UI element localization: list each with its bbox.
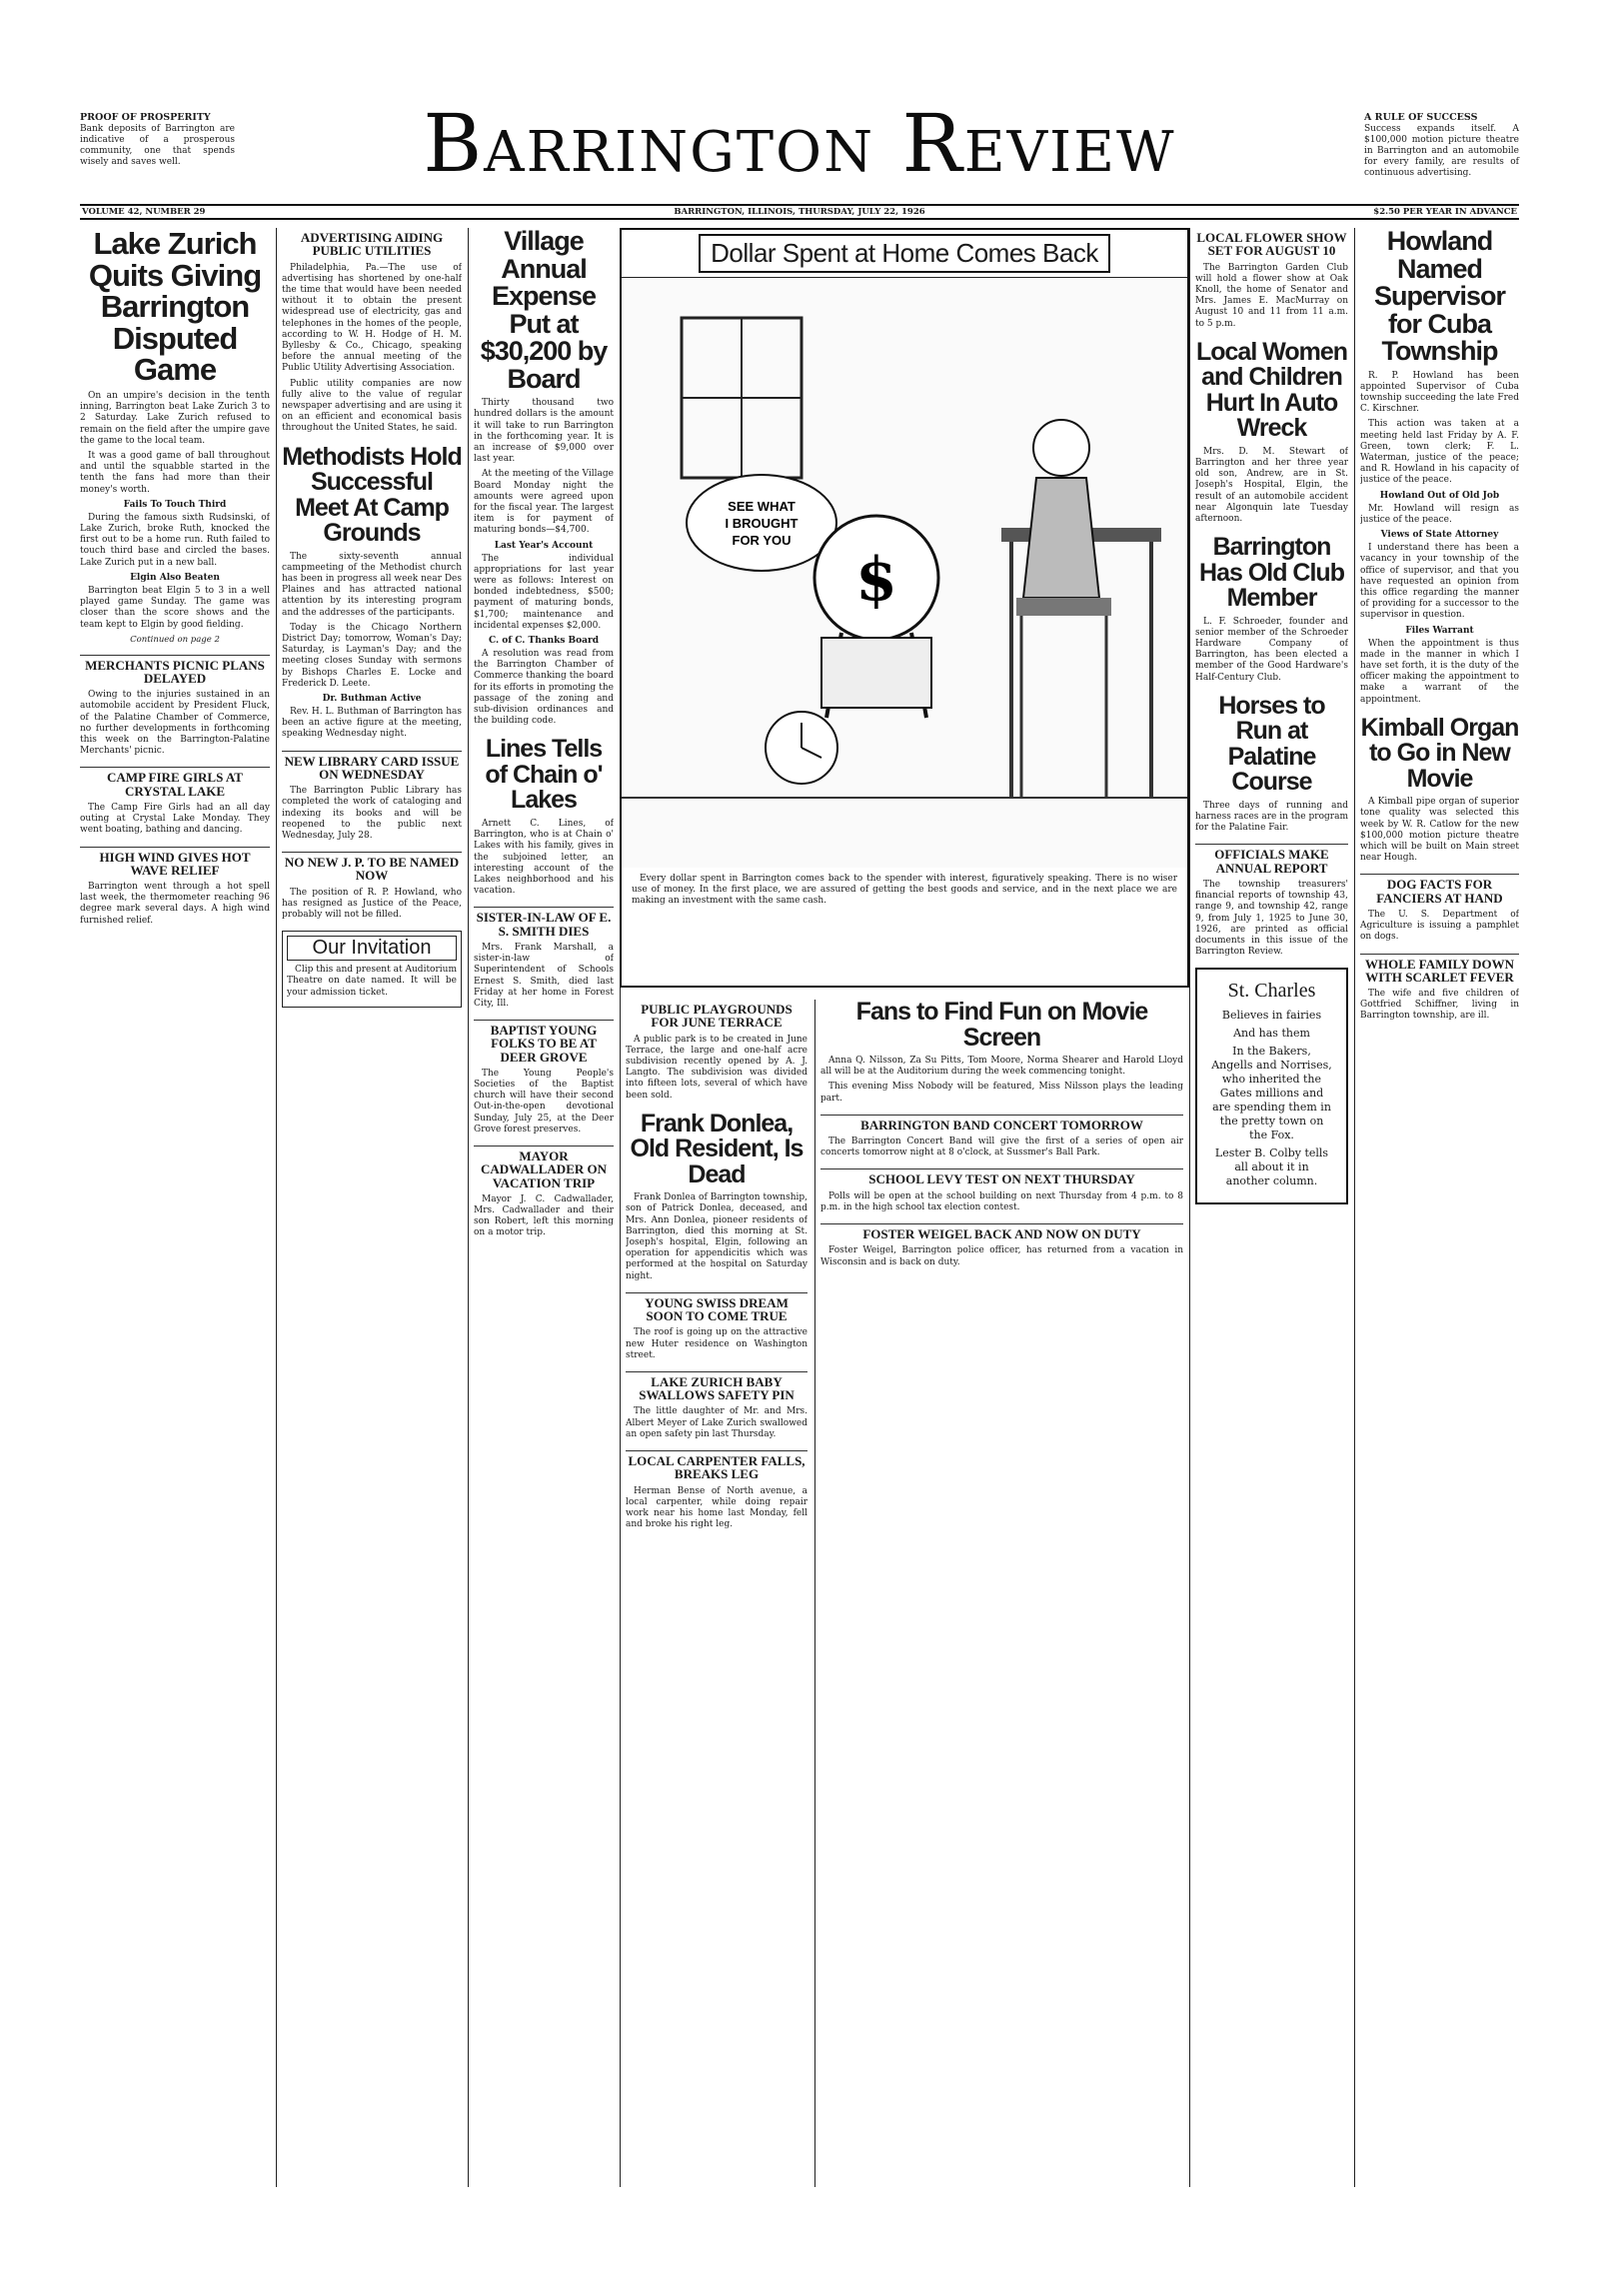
column-7 — [1360, 228, 1519, 2187]
story-paragraph: The sixty-seventh annual campmeeting of the Methodist church has been in progress all week near Des Plaines and has attracted national attention by its interesting program and the addresses of the participants. — [282, 551, 462, 618]
story-paragraph: At the meeting of the Village Board Monday night the amounts were agreed upon for the fiscal year. The largest item is for payment of maturing bonds—$4,700. — [474, 469, 614, 536]
masthead — [80, 97, 1519, 195]
story-paragraph: On an umpire's decision in the tenth inning, Barrington beat Lake Zurich 3 to 2 Saturday. Lake Zurich refused to remain on the field after the umpire gave the game to the local team. — [80, 391, 270, 446]
story-paragraph: A resolution was read from the Barrington Chamber of Commerce thanking the board for its efforts in promoting the passage of the zoning and sub-division ordinances and the building code. — [474, 649, 614, 727]
column-rule — [1354, 228, 1355, 2187]
story-paragraph: The township treasurers' financial reports of township 43, range 9, and township 42, range 9, from July 1, 1925 to June 30, 1926, are printed as official documents in this issue of the Barrington Review. — [1195, 879, 1348, 958]
subscription-price: $2.50 PER YEAR IN ADVANCE — [1373, 207, 1517, 217]
story-paragraph: L. F. Schroeder, founder and senior member of the Schroeder Hardware Company of Barrington, has been elected a member of the Good Hardware's Half-Century Club. — [1195, 616, 1348, 683]
story-paragraph: Barrington beat Elgin 5 to 3 in a well played game Sunday. The game was closer than the score shows and the team kept to Elgin by good fielding. — [80, 585, 270, 630]
st-charles-box — [1195, 968, 1348, 1204]
story-paragraph: The little daughter of Mr. and Mrs. Albert Meyer of Lake Zurich swallowed an open safety pin last Thursday. — [626, 1406, 807, 1439]
story-library — [282, 751, 462, 843]
headline-auto-wreck: Local Women and Children Hurt In Auto Wreck — [1195, 337, 1348, 443]
subhead: Last Year's Account — [494, 540, 594, 551]
cartoon-caption — [622, 868, 1187, 918]
story-paragraph: Barrington went through a hot spell last week, the thermometer reaching 96 degree mark several days. A high wind furnished relief. — [80, 882, 270, 926]
story-paragraph: The wife and five children of Gottfried Schiffner, living in Barrington township, are ill. — [1360, 989, 1519, 1022]
story-baptist — [474, 1020, 614, 1136]
ear-right-text: Success expands itself. A $100,000 motion picture theatre in Barrington and an automobile for every family, are results of continuous advertising. — [1364, 124, 1519, 178]
story-merchants-picnic — [80, 655, 270, 758]
st-charles-line: Believes in fairies — [1221, 1009, 1322, 1023]
headline-dog-facts: DOG FACTS FOR FANCIERS AT HAND — [1360, 874, 1519, 905]
headline-lake-zurich: Lake Zurich Quits Giving Barrington Disputed Game — [88, 228, 262, 388]
story-flower-show — [1195, 228, 1348, 330]
story-paragraph: Philadelphia, Pa.—The use of advertising has shortened by one-half the time that would have been needed without it to obtain the present widespread use of electricity, gas and telephones in the homes of the people, according to W. H. Hodge of H. M. Byllesby & Co., Chicago, speaking before the annual meeting of the Public Utility Advertising Association. — [282, 262, 462, 374]
volume-number: VOLUME 42, NUMBER 29 — [82, 207, 206, 217]
st-charles-line: And has them — [1233, 1027, 1310, 1041]
man-head — [1033, 420, 1089, 476]
story-paragraph: Herman Bense of North avenue, a local carpenter, while doing repair work near his home last Monday, fell and broke his right leg. — [626, 1485, 807, 1530]
column-4 — [626, 1000, 807, 2187]
headline-advertising: ADVERTISING AIDING PUBLIC UTILITIES — [300, 230, 444, 259]
st-charles-title: St. Charles — [1227, 980, 1316, 1003]
cartoon-title: Dollar Spent at Home Comes Back — [699, 234, 1110, 273]
story-horses — [1195, 691, 1348, 835]
story-paragraph: Public utility companies are now fully alive to the value of regular newspaper advertising and are using it on an efficient and economical basis throughout the United States, he said. — [282, 378, 462, 434]
subhead: Files Warrant — [1405, 625, 1474, 636]
story-paragraph: Owing to the injuries sustained in an automobile accident by President Fluck, of the Palatine Chamber of Commerce, no further developments in forthcoming this week on the Barrington-Palatine Merchants' picnic. — [80, 690, 270, 757]
story-paragraph: Today is the Chicago Northern District Day; tomorrow, Woman's Day; Saturday, is Layman's Day; and the meeting closes Sunday with sermons by Bishops Charles E. Locke and Frederick D. Leete. — [282, 622, 462, 689]
column-3 — [474, 228, 614, 2187]
chair-seat — [1016, 598, 1111, 616]
story-paragraph: Mrs. Frank Marshall, a sister-in-law of Superintendent of Schools Ernest S. Smith, died last Friday at her home in Forest City, Ill. — [474, 942, 614, 1009]
balloon-line: I BROUGHT — [725, 516, 799, 531]
date-and-place: BARRINGTON, ILLINOIS, THURSDAY, JULY 22, 1926 — [674, 207, 925, 217]
story-lake-zurich — [80, 228, 270, 645]
newspaper-page — [80, 97, 1519, 2196]
headline-methodists: Methodists Hold Successful Meet At Camp Grounds — [282, 442, 462, 548]
balloon-line: SEE WHAT — [728, 499, 796, 514]
st-charles-line: Lester B. Colby tells all about it in another column. — [1214, 1147, 1329, 1188]
headline-annual-report: OFFICIALS MAKE ANNUAL REPORT — [1195, 844, 1348, 875]
column-rule — [1189, 228, 1190, 2187]
dollar-sign: $ — [855, 545, 897, 615]
story-foster-weigel — [820, 1223, 1183, 1268]
newspaper-flag: Barrington Review — [423, 97, 1176, 190]
story-paragraph: Foster Weigel, Barrington police officer, has returned from a vacation in Wisconsin and is back on duty. — [820, 1245, 1183, 1267]
story-paragraph: A public park is to be created in June Terrace, the large and one-half acre subdivision recently opened by A. J. Langto. The subdivision was divided into fifteen lots, several of which have been sold. — [626, 1034, 807, 1101]
story-camp-fire-girls — [80, 767, 270, 836]
column-6 — [1195, 228, 1348, 2187]
subhead: Fails To Touch Third — [123, 499, 227, 510]
story-village-expense — [474, 228, 614, 727]
story-band-concert — [820, 1115, 1183, 1159]
story-paragraph: Three days of running and harness races are in the program for the Palatine Fair. — [1195, 800, 1348, 834]
story-school-levy — [820, 1168, 1183, 1213]
dateline-bar — [80, 204, 1519, 220]
story-scarlet-fever — [1360, 954, 1519, 1023]
story-paragraph: Rev. H. L. Buthman of Barrington has been an active figure at the meeting, speaking Wednesday night. — [282, 706, 462, 740]
ear-right — [1364, 112, 1519, 179]
headline-donlea: Frank Donlea, Old Resident, Is Dead — [630, 1109, 803, 1188]
story-annual-report — [1195, 844, 1348, 958]
st-charles-line: In the Bakers, Angells and Norrises, who inherited the Gates millions and are spending them in the pretty town on the Fox. — [1211, 1045, 1332, 1143]
story-paragraph: Polls will be open at the school building on next Thursday from 4 p.m. to 8 p.m. in the high school tax election contest. — [820, 1190, 1183, 1212]
gift-basket — [821, 638, 931, 708]
story-paragraph: The Camp Fire Girls had an all day outing at Crystal Lake Monday. They went boating, bathing and dancing. — [80, 802, 270, 836]
headline-kimball-organ: Kimball Organ to Go in New Movie — [1360, 713, 1519, 793]
story-playgrounds — [626, 1000, 807, 1102]
story-dog-facts — [1360, 874, 1519, 943]
story-movie-screen — [820, 1000, 1183, 1105]
headline-camp-fire-girls: CAMP FIRE GIRLS AT CRYSTAL LAKE — [80, 767, 270, 798]
subhead: Dr. Buthman Active — [322, 693, 422, 704]
subhead: C. of C. Thanks Board — [488, 636, 600, 647]
story-donlea — [626, 1109, 807, 1282]
headline-foster-weigel: FOSTER WEIGEL BACK AND NOW ON DUTY — [820, 1223, 1183, 1240]
story-paragraph: This action was taken at a meeting held last Friday by A. F. Green, town clerk; F. L. Waterman, justice of the peace; and R. Howland in his capacity of justice of the peace. — [1360, 419, 1519, 486]
story-carpenter — [626, 1450, 807, 1530]
subhead: Views of State Attorney — [1380, 530, 1499, 541]
headline-howland: Howland Named Supervisor for Cuba Township — [1373, 228, 1506, 367]
ear-right-title: A RULE OF SUCCESS — [1364, 112, 1478, 123]
story-paragraph: This evening Miss Nobody will be featured, Miss Nilsson plays the leading part. — [820, 1082, 1183, 1104]
headline-safety-pin: LAKE ZURICH BABY SWALLOWS SAFETY PIN — [626, 1371, 807, 1402]
story-paragraph: The Barrington Concert Band will give the first of a series of open air concerts tomorrow night at 8 o'clock, at Sussmer's Ball Park. — [820, 1137, 1183, 1158]
man-body — [1023, 478, 1099, 598]
column-rule — [814, 1000, 815, 2187]
caption-text: Every dollar spent in Barrington comes back to the spender with interest, figuratively speaking. There is no wiser use of money. In the first place, we are assured of getting the best goods and service, and in the next place we are making an investment with the same cash. — [632, 874, 1177, 907]
balloon-line: FOR YOU — [732, 533, 792, 548]
story-paragraph: Anna Q. Nilsson, Za Su Pitts, Tom Moore, Norma Shearer and Harold Lloyd all will be at the Auditorium during the week commencing tonight. — [820, 1056, 1183, 1078]
headline-scarlet-fever: WHOLE FAMILY DOWN WITH SCARLET FEVER — [1360, 954, 1519, 985]
story-paragraph: When the appointment is thus made in the manner in which I have set forth, it is the duty of the officer making the appointment to make a warrant of the appointment. — [1360, 638, 1519, 705]
story-paragraph: Thirty thousand two hundred dollars is the amount it will take to run Barrington in the forthcoming year. It is an increase of $9,000 over last year. — [474, 398, 614, 465]
story-paragraph: R. P. Howland has been appointed Supervisor of Cuba township succeeding the late Fred C. Kirschner. — [1360, 370, 1519, 415]
story-swiss-dream — [626, 1292, 807, 1361]
story-howland — [1360, 228, 1519, 706]
story-paragraph: It was a good game of ball throughout and until the squabble started in the tenth the fans had more than their money's worth. — [80, 451, 270, 495]
headline-horses: Horses to Run at Palatine Course — [1218, 691, 1325, 797]
invitation-title: Our Invitation — [287, 936, 457, 961]
headline-library: NEW LIBRARY CARD ISSUE ON WEDNESDAY — [282, 751, 462, 782]
subhead: Howland Out of Old Job — [1379, 490, 1500, 501]
story-paragraph: Frank Donlea of Barrington township, son of Patrick Donlea, deceased, and Mrs. Ann Donlea, pioneer residents of Barrington, died this morning at St. Joseph's hospital, Elgin, following an operation for appendicitis which was performed at the hospital on Saturday night. — [626, 1192, 807, 1281]
column-1 — [80, 228, 270, 2187]
story-paragraph: The Barrington Public Library has completed the work of cataloging and indexing its books and will be reopened to the public next Wednesday, July 28. — [282, 786, 462, 841]
headline-chain-o-lakes: Lines Tells of Chain o' Lakes — [485, 735, 603, 815]
story-sister-in-law — [474, 907, 614, 1010]
story-paragraph: Mr. Howland will resign as justice of the peace. — [1360, 503, 1519, 525]
ear-left-text: Bank deposits of Barrington are indicative of a prosperous community, one that spends wisely and saves well. — [80, 124, 235, 167]
headline-merchants-picnic: MERCHANTS PICNIC PLANS DELAYED — [80, 655, 270, 686]
story-advertising — [282, 228, 462, 435]
story-high-wind — [80, 847, 270, 927]
headline-mayor: MAYOR CADWALLADER ON VACATION TRIP — [474, 1146, 614, 1189]
ear-left — [80, 112, 235, 168]
column-rule — [276, 228, 277, 2187]
story-justice — [282, 852, 462, 921]
story-chain-o-lakes — [474, 737, 614, 897]
headline-baptist: BAPTIST YOUNG FOLKS TO BE AT DEER GROVE — [474, 1020, 614, 1064]
column-rule — [468, 228, 469, 2187]
ear-left-title: PROOF OF PROSPERITY — [80, 112, 211, 123]
story-methodists — [282, 442, 462, 741]
story-safety-pin — [626, 1371, 807, 1440]
headline-school-levy: SCHOOL LEVY TEST ON NEXT THURSDAY — [820, 1168, 1183, 1185]
headline-village-expense: Village Annual Expense Put at $30,200 by Board — [480, 228, 608, 394]
headline-sister-in-law: SISTER-IN-LAW OF E. S. SMITH DIES — [474, 907, 614, 938]
subhead: Elgin Also Beaten — [130, 572, 220, 583]
cartoon-title-bar — [622, 230, 1187, 278]
invitation-box — [282, 931, 462, 1008]
story-paragraph: The U. S. Department of Agriculture is issuing a pamphlet on dogs. — [1360, 909, 1519, 943]
headline-justice: NO NEW J. P. TO BE NAMED NOW — [282, 852, 462, 883]
column-5 — [820, 1000, 1183, 2187]
story-paragraph: A Kimball pipe organ of superior tone quality was selected this week by W. R. Catlow for the new $100,000 motion picture theatre which will be built on Main street near Hough. — [1360, 797, 1519, 864]
headline-carpenter: LOCAL CARPENTER FALLS, BREAKS LEG — [626, 1450, 807, 1481]
headline-high-wind: HIGH WIND GIVES HOT WAVE RELIEF — [80, 847, 270, 878]
story-paragraph: Arnett C. Lines, of Barrington, who is at Chain o' Lakes with his family, gives in the subjoined letter, an interesting account of the Lakes neighborhood and his vacation. — [474, 818, 614, 897]
story-auto-wreck — [1195, 337, 1348, 525]
headline-movie-screen: Fans to Find Fun on Movie Screen — [855, 1000, 1148, 1052]
story-paragraph: Mayor J. C. Cadwallader, Mrs. Cadwallader and their son Robert, left this morning on a motor trip. — [474, 1193, 614, 1238]
column-2 — [282, 228, 462, 2187]
story-paragraph: During the famous sixth Rudsinski, of Lake Zurich, broke Ruth, knocked the first out to be a home run. Ruth failed to touch third base and circled the bases. Lake Zurich put in a new ball. — [80, 512, 270, 568]
invitation-text: Clip this and present at Auditorium Theatre on date named. It will be your admission ticket. — [287, 965, 457, 998]
story-paragraph: The Barrington Garden Club will hold a flower show at Oak Knoll, the home of Senator and Mrs. James E. MacMurray on August 10 and 11 from 11 a.m. to 5 p.m. — [1195, 262, 1348, 329]
story-paragraph: The Young People's Societies of the Baptist church will have their second Out-in-the-open devotional Sunday, July 25, at the Deer Grove forest preserves. — [474, 1068, 614, 1135]
story-paragraph: The individual appropriations for last year were as follows: Interest on bonded indebtedness, $500; payment of maturing bonds, $1,700; maintenance and incidental expenses $2,000. — [474, 553, 614, 631]
headline-band-concert: BARRINGTON BAND CONCERT TOMORROW — [820, 1115, 1183, 1132]
headline-swiss-dream: YOUNG SWISS DREAM SOON TO COME TRUE — [626, 1292, 807, 1323]
story-kimball-organ — [1360, 713, 1519, 865]
cartoon-illustration — [622, 278, 1187, 868]
story-mayor — [474, 1146, 614, 1239]
story-club-member — [1195, 535, 1348, 684]
story-paragraph: The roof is going up on the attractive new Huter residence on Washington street. — [626, 1327, 807, 1360]
cartoon-block — [620, 228, 1189, 988]
continued-notice: Continued on page 2 — [130, 634, 220, 645]
story-paragraph: Mrs. D. M. Stewart of Barrington and her three year old son, Andrew, are in St. Joseph's Hospital, Elgin, the result of an automobile accident near Algonquin late Tuesday afternoon. — [1195, 446, 1348, 524]
story-paragraph: I understand there has been a vacancy in your township of the office of supervisor, and that you have requested an opinion from this office regarding the manner of providing for a successor to the supervisor in question. — [1360, 543, 1519, 621]
headline-club-member: Barrington Has Old Club Member — [1199, 533, 1344, 613]
story-paragraph: The position of R. P. Howland, who has resigned as Justice of the Peace, probably will not be filled. — [282, 887, 462, 921]
headline-flower-show: LOCAL FLOWER SHOW SET FOR AUGUST 10 — [1196, 230, 1347, 259]
headline-playgrounds: PUBLIC PLAYGROUNDS FOR JUNE TERRACE — [641, 1002, 793, 1031]
